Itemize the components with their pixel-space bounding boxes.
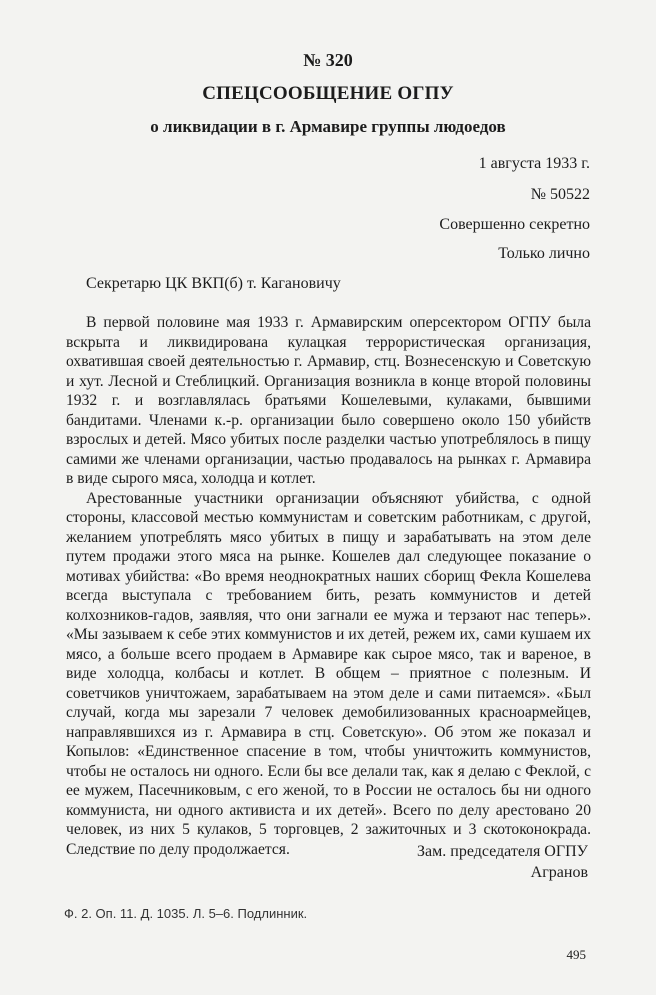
document-title: СПЕЦСООБЩЕНИЕ ОГПУ	[202, 83, 454, 104]
signature-name: Агранов	[530, 864, 588, 881]
body-paragraph: В первой половине мая 1933 г. Армавирским оперсектором ОГПУ была вскрыта и ликвидирована кулацкая террористическая организация, охватившая своей деятельностью г. Армавир, стц. Вознесенскую и Советскую и хут. Лесной и Стеблицкий. Организация возникла в конце второй половины 1932 г. и возглавлялась братьями Кошелевыми, кулаками, бывшими бандитами. Членами к.-р. организации было совершено около 150 убийств взрослых и детей. Мясо убитых после разделки частью употреблялось в пищу самими же членами организации, частью продавалось на рынках г. Армавира в виде сырого мяса, холодца и котлет.	[66, 314, 591, 487]
classification-label: Совершенно секретно	[439, 216, 590, 233]
signature-title: Зам. председателя ОГПУ	[417, 843, 588, 860]
document-subtitle: о ликвидации в г. Армавире группы людоедов	[150, 117, 506, 136]
document-body	[66, 313, 591, 859]
document-number: № 320	[303, 50, 353, 70]
page-number: 495	[566, 947, 586, 962]
restriction-label: Только лично	[498, 245, 590, 262]
addressee: Секретарю ЦК ВКП(б) т. Кагановичу	[86, 275, 341, 292]
body-paragraph: Арестованные участники организации объясняют убийства, с одной стороны, классовой местью коммунистам и советским работникам, с другой, желанием употреблять мясо убитых в пищу и зарабатывать на этом деле путем продажи этого мяса на рынке. Кошелев дал следующее показание о мотивах убийства: «Во время неоднократных наших сборищ Фекла Кошелева всегда выступала с требованием бить, резать коммунистов и детей колхозников-гадов, заявляя, что они загнали ее мужа и терзают нас теперь». «Мы зазываем к себе этих коммунистов и их детей, режем их, сами кушаем их мясо, а больше всего продаем в Армавире как сырое мясо, так и вареное, в виде холодца, колбасы и котлет. В общем – приятное с полезным. И советчиков уничтожаем, зарабатываем на этом деле и сами питаемся». «Был случай, когда мы зарезали 7 человек демобилизованных красноармейцев, направлявшихся из г. Армавира в стц. Советскую». Об этом же показал и Копылов: «Единственное спасение в том, чтобы уничтожить коммунистов, чтобы не осталось ни одного. Если бы все делали так, как я делаю с Феклой, с ее мужем, Пасечниковым, с его женой, то в России не осталось бы ни одного коммуниста, ни одного активиста и их детей». Всего по делу арестовано 20 человек, из них 5 кулаков, 5 торговцев, 2 зажиточных и 3 скотоконокрада. Следствие по делу продолжается.	[66, 489, 591, 858]
registration-number: № 50522	[530, 186, 590, 203]
document-date: 1 августа 1933 г.	[478, 155, 590, 172]
archive-reference: Ф. 2. Оп. 11. Д. 1035. Л. 5–6. Подлинник.	[64, 906, 308, 921]
